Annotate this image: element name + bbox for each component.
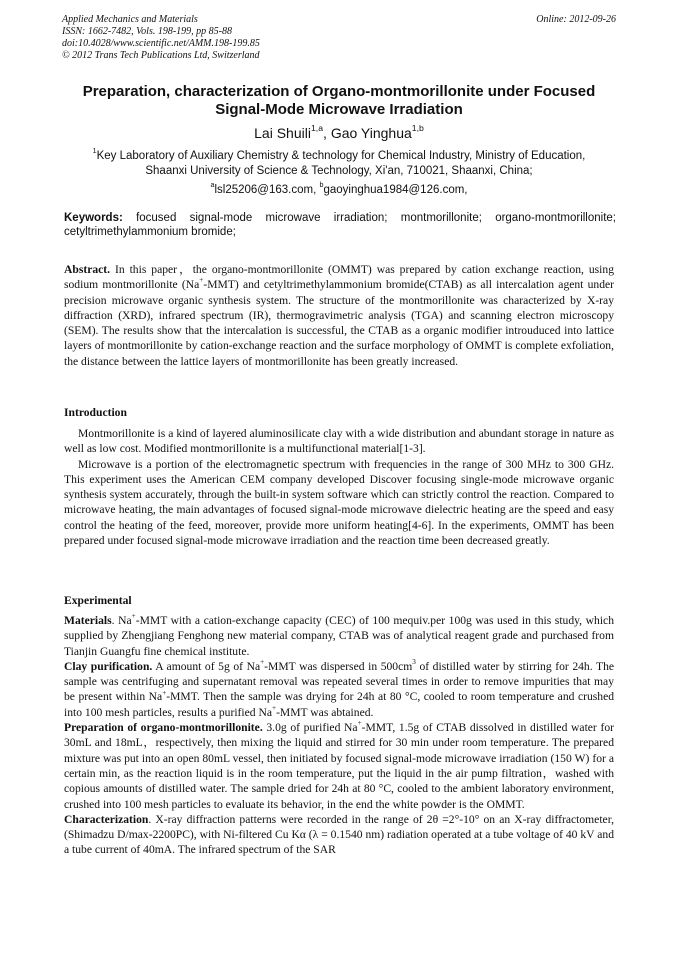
doi-line: doi:10.4028/www.scientific.net/AMM.198-199.85 bbox=[62, 38, 260, 49]
clay-sup-3: + bbox=[162, 688, 167, 697]
email-a-marker: a bbox=[210, 181, 215, 190]
clay-text-d: -MMT. Then the sample was drying for 24h at 80 °C, cooled to room temperature and crushed into 100 mesh particles, results a purified Na bbox=[64, 690, 615, 719]
clay-label: Clay purification. bbox=[64, 659, 153, 673]
copyright-line: © 2012 Trans Tech Publications Ltd, Switzerland bbox=[62, 50, 260, 61]
author-2-affil: 1,b bbox=[411, 123, 424, 134]
keywords bbox=[64, 211, 616, 239]
author-emails bbox=[62, 183, 616, 198]
keywords-text: focused signal-mode microwave irradiation; montmorillonite; organo-montmorillonite; cetyltrimethylammonium bromide; bbox=[64, 212, 616, 238]
experimental-heading: Experimental bbox=[64, 594, 132, 607]
issn-line: ISSN: 1662-7482, Vols. 198-199, pp 85-88 bbox=[62, 26, 232, 37]
clay-text-c: of distilled water by stirring for 24h. The sample was centrifuging and supernatant removal was repeated several times in order to remove impurities that may be present within Na bbox=[64, 659, 615, 704]
abstract-label: Abstract. bbox=[64, 263, 111, 276]
clay-text-e: -MMT was abtained. bbox=[276, 705, 374, 719]
materials-text-b: -MMT with a cation-exchange capacity (CEC) of 100 mequiv.per 100g was used in this study, which supplied by Zhengjiang Fenghong new material company, CTAB was of analytical reagent grade and purchased from Tianjin Guangfu fine chemical institute. bbox=[64, 614, 614, 658]
clay-sup-1: + bbox=[260, 657, 265, 666]
clay-paragraph bbox=[64, 659, 614, 720]
author-list bbox=[62, 124, 616, 142]
author-1: Lai Shuili bbox=[254, 125, 311, 141]
affiliation bbox=[62, 149, 616, 179]
affil-line-1: Key Laboratory of Auxiliary Chemistry & technology for Chemical Industry, Ministry of Education, bbox=[96, 150, 586, 162]
characterization-paragraph bbox=[64, 812, 614, 858]
paper-title bbox=[62, 83, 616, 119]
char-label: Characterization bbox=[64, 812, 149, 826]
prep-sup: + bbox=[357, 719, 362, 728]
introduction-section bbox=[64, 426, 614, 548]
title-line-1: Preparation, characterization of Organo-montmorillonite under Focused bbox=[82, 83, 596, 100]
materials-paragraph bbox=[64, 613, 614, 659]
journal-header bbox=[62, 14, 616, 62]
author-2: Gao Yinghua bbox=[330, 125, 412, 141]
keywords-label: Keywords: bbox=[64, 212, 123, 224]
clay-sup-4: + bbox=[272, 703, 277, 712]
affil-marker: 1 bbox=[92, 147, 97, 156]
author-1-affil: 1,a bbox=[310, 123, 324, 134]
prep-text-b: -MMT, 1.5g of CTAB dissolved in distilled water for 30mL and 18mL，respectively, then mixing the liquid and stirred for 30 min under room temperature. The prepared mixture was put into an open 80mL vessel, then initiated by focused signal-mode microwave irradiation (150 W) for a certain min, as the reaction liquid is in the room temperature, put the liquid in the air pump filtration，washed with copious amounts of distilled water. The sample dried for 24h at 80 °C, cooled to the ambient laboratory environment, crushed into 100 mesh particles to evaluate its behavior, in the end the white powder is the OMMT. bbox=[64, 721, 614, 811]
experimental-section bbox=[64, 613, 614, 858]
email-b-marker: b bbox=[319, 181, 324, 190]
email-b[interactable]: gaoyinghua1984@126.com, bbox=[323, 184, 468, 196]
email-a[interactable]: lsl25206@163.com, bbox=[214, 184, 320, 196]
abstract-text-1: In this paper，the organo-montmorillonite (OMMT) was prepared by cation exchange reaction, using sodium montmorillonite (Na bbox=[64, 263, 614, 292]
abstract-text-2: -MMT) and cetyltrimethylammonium bromide(CTAB) as all intercalation agent under precision microwave organic synthesis system. The structure of the montmorillonite was characterized by X-ray diffraction (XRD), infrared spectrum (IR), thermogravimetric analysis (TGA) and scanning electron microscopy (SEM). The results show that the intercalation is successful, the CTAB as a organic modifier introuduced into lattice layers of montmorillonite by cation-exchange reaction and the surface morphology of OMMT is complete exfoliation, the distance between the lattice layers of montmorillonite has been greatly increased. bbox=[64, 278, 615, 368]
abstract-sup: + bbox=[199, 276, 204, 285]
journal-name: Applied Mechanics and Materials bbox=[62, 14, 198, 25]
affil-line-2: Shaanxi University of Science & Technology, Xi'an, 710021, Shaanxi, China; bbox=[145, 165, 533, 177]
prep-label: Preparation of organo-montmorillonite. bbox=[64, 721, 263, 735]
clay-text-b: -MMT was dispersed in 500cm bbox=[264, 659, 413, 673]
prep-text-a: 3.0g of purified Na bbox=[262, 721, 358, 735]
abstract bbox=[64, 262, 614, 369]
clay-sup-2: 3 bbox=[412, 657, 416, 666]
intro-paragraph-2: Microwave is a portion of the electromagnetic spectrum with frequencies in the range of 300 MHz to 300 GHz. This experiment uses the American CEM company developed Discover focusing single-mode microwave organic synthesis system accurately, through the built-in system software which can strictly control the reaction. Compared to microwave heating, the main advantages of focused signal-mode microwave dielectric heating are the speed and easy control the heating of the feed, moreover, provide more uniform heating[4-6]. In the experiments, OMMT has been prepared under focused signal-mode microwave irradiation and the reaction time been decreased greatly. bbox=[64, 457, 614, 548]
author-separator: , bbox=[323, 125, 331, 141]
online-date: Online: 2012-09-26 bbox=[536, 14, 616, 25]
intro-paragraph-1: Montmorillonite is a kind of layered aluminosilicate clay with a wide distribution and abundant storage in nature as well as low cost. Modified montmorillonite is a multifunctional material[1-3]. bbox=[64, 427, 614, 456]
materials-label: Materials bbox=[64, 614, 112, 627]
materials-sup: + bbox=[131, 612, 136, 621]
char-text-a: . X-ray diffraction patterns were recorded in the range of 2θ =2°-10° on an X-ray diffractometer, (Shimadzu D/max-2200PC), with Ni-filtered Cu Kα (λ = 0.1540 nm) radiation operated at a tube voltage of 40 kV and a tube current of 40mA. The infrared spectrum of the SAR bbox=[64, 812, 614, 857]
preparation-paragraph bbox=[64, 720, 614, 812]
materials-text-a: . Na bbox=[111, 614, 132, 627]
title-line-2: Signal-Mode Microwave Irradiation bbox=[215, 101, 463, 118]
introduction-heading: Introduction bbox=[64, 406, 127, 419]
clay-text-a: A amount of 5g of Na bbox=[152, 659, 261, 673]
